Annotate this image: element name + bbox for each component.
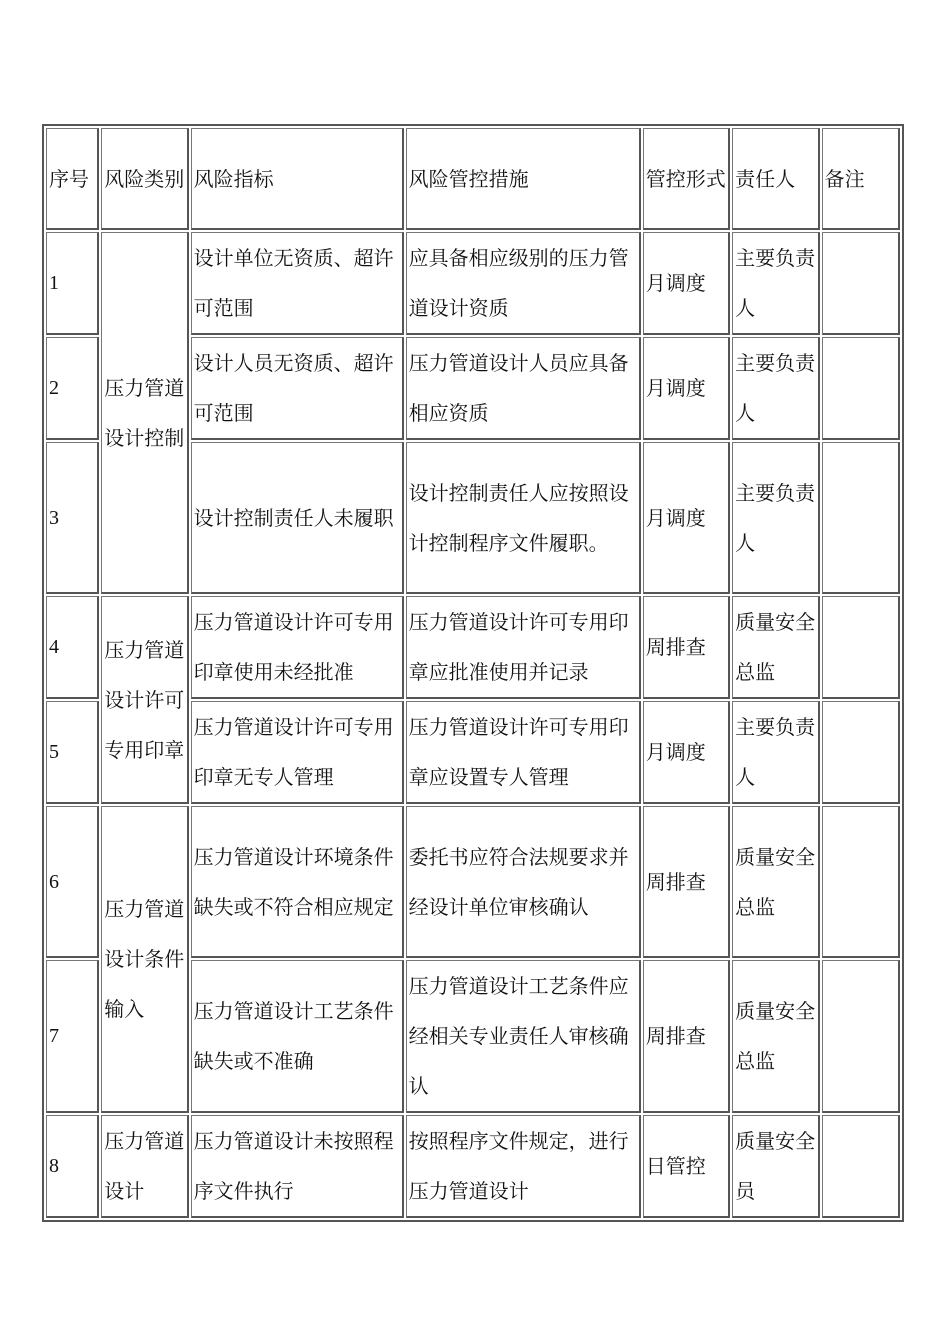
row-form: 月调度	[643, 337, 730, 440]
row-form: 月调度	[643, 232, 730, 335]
row-form: 月调度	[643, 442, 730, 594]
table-row	[46, 596, 900, 699]
row-indicator: 设计控制责任人未履职	[191, 442, 404, 594]
header-seq: 序号	[46, 128, 99, 230]
row-owner: 主要负责人	[732, 337, 819, 440]
row-owner: 质量安全总监	[732, 806, 819, 958]
row-indicator: 设计单位无资质、超许可范围	[191, 232, 404, 335]
category-cell: 压力管道设计控制	[101, 232, 188, 594]
row-seq: 3	[46, 442, 99, 594]
row-measure: 设计控制责任人应按照设计控制程序文件履职。	[406, 442, 641, 594]
row-note	[822, 337, 900, 440]
row-note	[822, 701, 900, 804]
row-form: 月调度	[643, 701, 730, 804]
category-cell: 压力管道设计许可专用印章	[101, 596, 188, 804]
row-measure: 应具备相应级别的压力管道设计资质	[406, 232, 641, 335]
row-owner: 质量安全总监	[732, 596, 819, 699]
row-note	[822, 806, 900, 958]
row-measure: 压力管道设计许可专用印章应批准使用并记录	[406, 596, 641, 699]
header-form: 管控形式	[643, 128, 730, 230]
row-indicator: 压力管道设计许可专用印章使用未经批准	[191, 596, 404, 699]
table-row	[46, 1115, 900, 1218]
row-owner: 主要负责人	[732, 442, 819, 594]
row-note	[822, 442, 900, 594]
header-measure: 风险管控措施	[406, 128, 641, 230]
header-indicator: 风险指标	[191, 128, 404, 230]
row-owner: 主要负责人	[732, 232, 819, 335]
row-seq: 7	[46, 960, 99, 1113]
row-indicator: 压力管道设计环境条件缺失或不符合相应规定	[191, 806, 404, 958]
risk-control-table	[42, 124, 904, 1222]
row-measure: 压力管道设计许可专用印章应设置专人管理	[406, 701, 641, 804]
row-indicator: 压力管道设计许可专用印章无专人管理	[191, 701, 404, 804]
row-owner: 质量安全总监	[732, 960, 819, 1113]
row-indicator: 压力管道设计未按照程序文件执行	[191, 1115, 404, 1218]
row-owner: 质量安全员	[732, 1115, 819, 1218]
table-row	[46, 806, 900, 958]
row-form: 周排查	[643, 960, 730, 1113]
row-seq: 1	[46, 232, 99, 335]
row-form: 周排查	[643, 596, 730, 699]
row-form: 周排查	[643, 806, 730, 958]
header-category: 风险类别	[101, 128, 188, 230]
header-note: 备注	[822, 128, 900, 230]
row-owner: 主要负责人	[732, 701, 819, 804]
row-indicator: 设计人员无资质、超许可范围	[191, 337, 404, 440]
row-measure: 压力管道设计人员应具备相应资质	[406, 337, 641, 440]
row-note	[822, 596, 900, 699]
row-measure: 委托书应符合法规要求并经设计单位审核确认	[406, 806, 641, 958]
header-row	[46, 128, 900, 230]
row-note	[822, 232, 900, 335]
row-seq: 6	[46, 806, 99, 958]
row-seq: 8	[46, 1115, 99, 1218]
category-cell: 压力管道设计条件输入	[101, 806, 188, 1113]
row-indicator: 压力管道设计工艺条件缺失或不准确	[191, 960, 404, 1113]
row-seq: 5	[46, 701, 99, 804]
row-seq: 2	[46, 337, 99, 440]
header-owner: 责任人	[732, 128, 819, 230]
category-cell: 压力管道设计	[101, 1115, 188, 1218]
row-measure: 按照程序文件规定，进行压力管道设计	[406, 1115, 641, 1218]
row-note	[822, 1115, 900, 1218]
row-measure: 压力管道设计工艺条件应经相关专业责任人审核确认	[406, 960, 641, 1113]
row-note	[822, 960, 900, 1113]
row-form: 日管控	[643, 1115, 730, 1218]
table-row	[46, 232, 900, 335]
row-seq: 4	[46, 596, 99, 699]
